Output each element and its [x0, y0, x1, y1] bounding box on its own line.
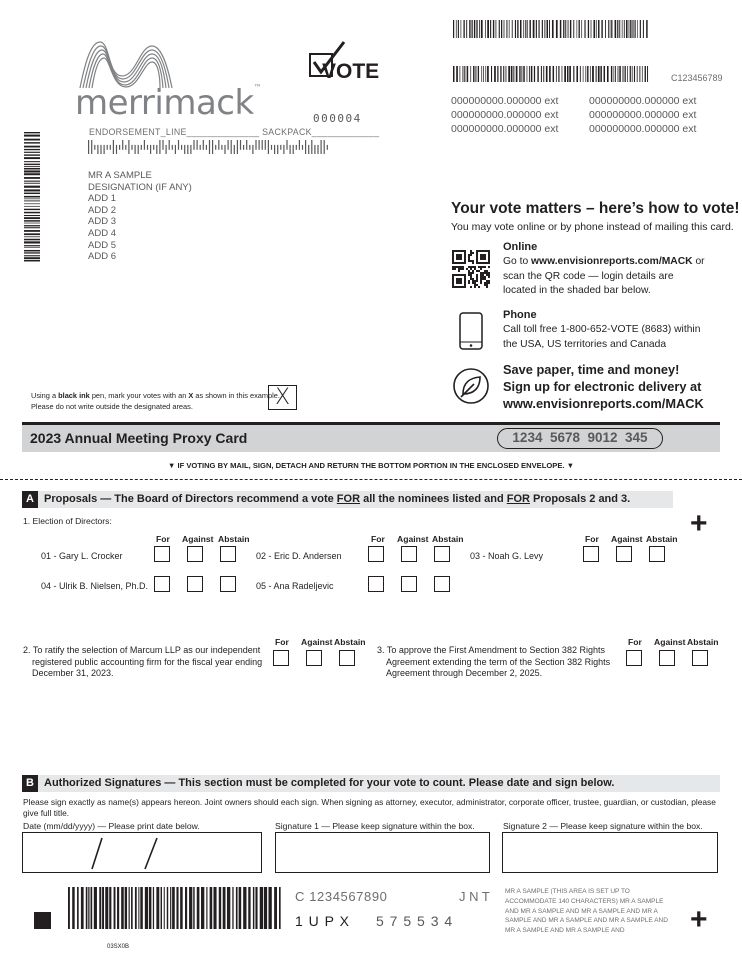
- section-b-title: Authorized Signatures — This section must be completed for your vote to count. Please date and sign below.: [44, 777, 615, 789]
- nominee-04-for-checkbox[interactable]: [154, 576, 170, 592]
- ext-line: 000000000.000000 ext: [451, 95, 559, 107]
- vertical-barcode: [24, 132, 40, 262]
- election-label: 1. Election of Directors:: [23, 516, 112, 526]
- proposal-2-against-checkbox[interactable]: [306, 650, 322, 666]
- online-text: Go to www.envisionreports.com/MACK or scan the QR code — login details are located in the shaded bar below.: [503, 256, 705, 296]
- proposal-2-abstain-checkbox[interactable]: [339, 650, 355, 666]
- col-for: For: [156, 534, 170, 544]
- date-input-box[interactable]: [22, 832, 262, 873]
- example-mark-box: [268, 385, 297, 410]
- col-against: Against: [182, 534, 214, 544]
- address-block: [88, 170, 192, 263]
- address-line: ADD 1: [88, 193, 116, 205]
- top-barcode-1: [453, 20, 649, 38]
- electronic-delivery-text: Save paper, time and money! Sign up for electronic delivery at www.envisionreports.com/MACK: [503, 362, 704, 411]
- section-a-header: [22, 491, 673, 508]
- phone-icon: [458, 312, 484, 350]
- postal-barcode: [88, 140, 330, 154]
- ext-column-left: [451, 94, 558, 136]
- nominee-04: 04 - Ulrik B. Nielsen, Ph.D.: [41, 581, 149, 591]
- address-line: ADD 4: [88, 227, 116, 239]
- col-against: Against: [654, 637, 686, 647]
- ext-line: 000000000.000000 ext: [451, 123, 559, 135]
- phone-title: Phone: [503, 309, 537, 321]
- ext-column-right: [589, 94, 696, 136]
- section-a-title: Proposals — The Board of Directors recommend a vote FOR all the nominees listed and FOR Proposals 2 and 3.: [44, 493, 631, 505]
- proxy-card-title: 2023 Annual Meeting Proxy Card: [30, 430, 248, 446]
- nominee-05-for-checkbox[interactable]: [368, 576, 384, 592]
- nominee-01-for-checkbox[interactable]: [154, 546, 170, 562]
- form-code: 03SX0B: [107, 944, 130, 950]
- footer-number: 5 7 5 5 3 4: [376, 913, 454, 929]
- phone-text: Call toll free 1-800-652-VOTE (8683) within the USA, US territories and Canada: [503, 324, 701, 350]
- vote-logo-text: VOTE: [322, 60, 380, 83]
- signature-2-label: Signature 2 — Please keep signature within the box.: [503, 821, 703, 831]
- ext-line: 000000000.000000 ext: [589, 95, 697, 107]
- electronic-delivery-link[interactable]: www.envisionreports.com/MACK: [503, 396, 704, 411]
- nominee-05-abstain-checkbox[interactable]: [434, 576, 450, 592]
- detach-line: [0, 479, 742, 480]
- nominee-01-abstain-checkbox[interactable]: [220, 546, 236, 562]
- nominee-04-against-checkbox[interactable]: [187, 576, 203, 592]
- proposal-3-against-checkbox[interactable]: [659, 650, 675, 666]
- footer-code-2: 1 U P X: [295, 913, 350, 929]
- footer-code-1: C 1234567890: [295, 889, 388, 904]
- control-code: 000004: [313, 112, 362, 125]
- online-url-link[interactable]: www.envisionreports.com/MACK: [531, 256, 693, 267]
- proposal-2-for-checkbox[interactable]: [273, 650, 289, 666]
- nominee-05-against-checkbox[interactable]: [401, 576, 417, 592]
- proposal-3-for-checkbox[interactable]: [626, 650, 642, 666]
- proxy-card-bar: [22, 425, 720, 452]
- company-logo-text: [75, 83, 261, 123]
- proposal-3-text: 3. To approve the First Amendment to Section 382 Rights Agreement extending the term of the Section 382 Rights Agreement through December 2, 2025.: [377, 645, 611, 678]
- login-code-pill: 1234 5678 9012 345: [497, 428, 663, 449]
- nominee-03: 03 - Noah G. Levy: [470, 551, 544, 561]
- signature-1-box[interactable]: [275, 832, 490, 873]
- marking-instructions: Using a black ink pen, mark your votes with an X as shown in this example. Please do not write outside the designated areas.: [31, 391, 280, 411]
- signature-2-box[interactable]: [502, 832, 718, 873]
- address-line: DESIGNATION (IF ANY): [88, 181, 192, 193]
- date-label: Date (mm/dd/yyyy) — Please print date below.: [23, 821, 200, 831]
- nominee-02: 02 - Eric D. Andersen: [256, 551, 342, 561]
- ext-line: 000000000.000000 ext: [589, 123, 697, 135]
- nominee-01: 01 - Gary L. Crocker: [41, 551, 123, 561]
- top-barcode-2: [453, 66, 649, 82]
- signature-1-label: Signature 1 — Please keep signature within the box.: [275, 821, 475, 831]
- footer-barcode: [68, 887, 283, 929]
- online-title: Online: [503, 241, 538, 253]
- detach-note: ▼ IF VOTING BY MAIL, SIGN, DETACH AND RETURN THE BOTTOM PORTION IN THE ENCLOSED ENVELOPE. ▼: [167, 461, 575, 470]
- address-line: ADD 2: [88, 204, 116, 216]
- col-against: Against: [611, 534, 643, 544]
- address-line: ADD 6: [88, 251, 116, 263]
- address-line: ADD 5: [88, 239, 116, 251]
- nominee-04-abstain-checkbox[interactable]: [220, 576, 236, 592]
- address-line: ADD 3: [88, 216, 116, 228]
- col-against: Against: [301, 637, 333, 647]
- nominee-05: 05 - Ana Radeljevic: [256, 581, 334, 591]
- col-for: For: [275, 637, 289, 647]
- trademark: ™: [253, 83, 262, 92]
- col-abstain: Abstain: [218, 534, 250, 544]
- nominee-03-abstain-checkbox[interactable]: [649, 546, 665, 562]
- company-name: merrimack: [75, 83, 254, 123]
- footer-jnt: J N T: [459, 889, 490, 904]
- col-abstain: Abstain: [687, 637, 719, 647]
- section-b-letter: B: [22, 775, 38, 792]
- col-for: For: [585, 534, 599, 544]
- address-line: MR A SAMPLE: [88, 170, 152, 181]
- nominee-02-for-checkbox[interactable]: [368, 546, 384, 562]
- howto-title: Your vote matters – here’s how to vote!: [451, 200, 740, 217]
- proposal-3-abstain-checkbox[interactable]: [692, 650, 708, 666]
- registration-plus-bottom: +: [690, 903, 708, 936]
- col-for: For: [628, 637, 642, 647]
- nominee-03-for-checkbox[interactable]: [583, 546, 599, 562]
- date-slash-marks: [23, 833, 259, 871]
- registration-plus-top: +: [690, 507, 708, 540]
- nominee-01-against-checkbox[interactable]: [187, 546, 203, 562]
- corner-code: C123456789: [671, 73, 723, 83]
- footer-sample-text: MR A SAMPLE (THIS AREA IS SET UP TO ACCOMMODATE 140 CHARACTERS) MR A SAMPLE AND MR A SAMPLE AND MR A SAMPLE AND MR A SAMPLE AND MR A SAMPLE AND MR A SAMPLE AND MR A SAMPLE AND MR A SAMPLE AND: [505, 888, 668, 935]
- section-a-letter: A: [22, 491, 38, 508]
- col-abstain: Abstain: [432, 534, 464, 544]
- leaf-icon: [452, 367, 490, 405]
- endorsement-line: ENDORSEMENT_LINE______________ SACKPACK_____________: [89, 127, 380, 137]
- proposal-2-text: 2. To ratify the selection of Marcum LLP as our independent registered public accounting firm for the fiscal year ending December 31, 2023.: [23, 645, 263, 678]
- nominee-02-abstain-checkbox[interactable]: [434, 546, 450, 562]
- ext-line: 000000000.000000 ext: [589, 109, 697, 121]
- col-abstain: Abstain: [646, 534, 678, 544]
- nominee-02-against-checkbox[interactable]: [401, 546, 417, 562]
- example-x-mark: X: [274, 385, 291, 410]
- ext-line: 000000000.000000 ext: [451, 109, 559, 121]
- section-b-header: [22, 775, 720, 792]
- nominee-03-against-checkbox[interactable]: [616, 546, 632, 562]
- howto-subtitle: You may vote online or by phone instead of mailing this card.: [451, 221, 734, 233]
- qr-code-icon[interactable]: [452, 250, 490, 288]
- registration-block: [34, 912, 51, 929]
- col-for: For: [371, 534, 385, 544]
- col-abstain: Abstain: [334, 637, 366, 647]
- signature-instructions: Please sign exactly as name(s) appears hereon. Joint owners should each sign. When signing as attorney, executor, administrator, corporate officer, trustee, guardian, or custodian, please give full title.: [23, 797, 716, 818]
- col-against: Against: [397, 534, 429, 544]
